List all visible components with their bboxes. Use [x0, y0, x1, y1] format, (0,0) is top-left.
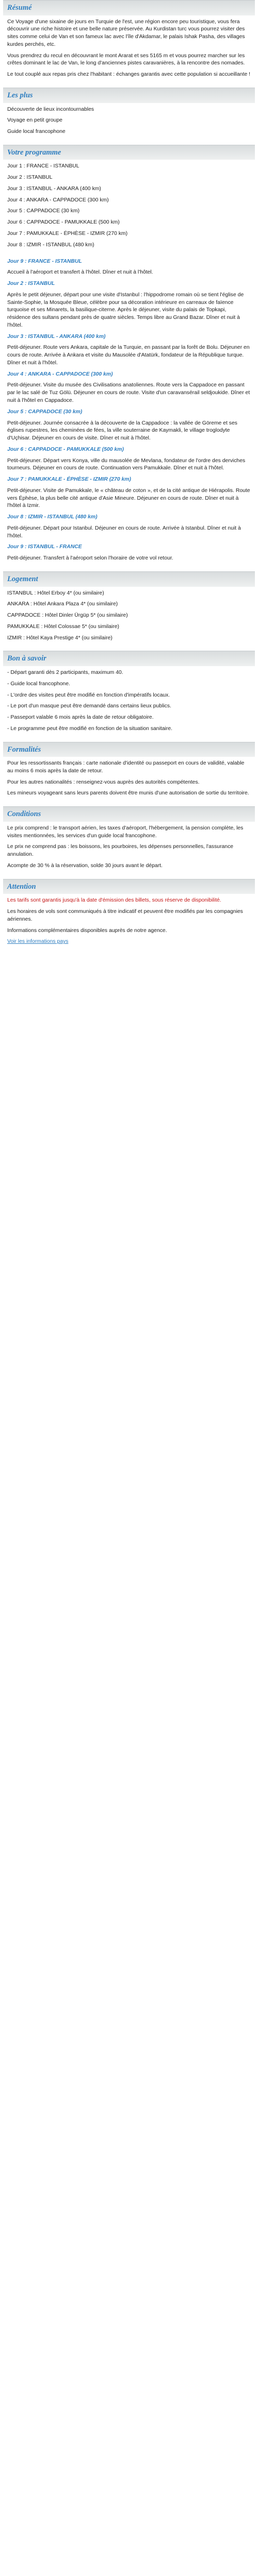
day-title: Jour 3 : ISTANBUL - ANKARA (400 km): [7, 333, 106, 340]
day-title: Jour 4 : ANKARA - CAPPADOCE (300 km): [7, 371, 113, 377]
programme-body: [0, 160, 258, 571]
programme-toc-item: Jour 3 : ISTANBUL - ANKARA (400 km): [7, 185, 101, 192]
day-title: Jour 5 : CAPPADOCE (30 km): [7, 409, 83, 415]
hotel-line: IZMIR : Hôtel Kaya Prestige 4* (ou similaire): [7, 635, 112, 641]
day-title: Jour 9 : ISTANBUL - FRANCE: [7, 544, 82, 550]
spacer: [7, 253, 251, 258]
programme-toc-item: Jour 7 : PAMUKKALE - ÉPHÈSE - IZMIR (270 km): [7, 230, 128, 236]
day-description: Petit-déjeuner. Départ pour Istanbul. Déjeuner en cours de route. Arrivée à Istanbul. Dîner et nuit à l'hôtel.: [7, 525, 241, 539]
day-description: Après le petit déjeuner, départ pour une visite d'Istanbul : l'hippodrome romain où se tient l'église de Sainte-Sophie, la Mosquée Bleue, célèbre pour sa décoration intérieure en carreaux de faïence turquoise et ses Minarets, la basilique-citerne. Après le déjeuner, visite du palais de Topkapi, résidence des sultans pendant près de quatre siècles. Temps libre au Grand Bazar. Dîner et nuit à l'hôtel.: [7, 292, 244, 328]
programme-toc-item: Jour 8 : IZMIR - ISTANBUL (480 km): [7, 242, 94, 248]
plan-item: Voyage en petit groupe: [7, 117, 62, 124]
conditions-paragraph: Acompte de 30 % à la réservation, solde 30 jours avant le départ.: [7, 862, 163, 869]
plan-item: Guide local francophone: [7, 129, 66, 135]
hotel-line: ISTANBUL : Hôtel Erboy 4* (ou similaire): [7, 590, 104, 596]
section-conditions: [0, 806, 258, 878]
resume-paragraph: Vous prendrez du recul en découvrant le mont Ararat et ses 5165 m et vous pourrez marcher sur les crêtes dominant le lac de Van, le long d'anciennes pistes caravanières, à la rencontre des nomades.: [7, 53, 245, 66]
info-line: - L'ordre des visites peut être modifié en fonction d'impératifs locaux.: [7, 692, 170, 698]
day-title: Jour 2 : ISTANBUL: [7, 281, 55, 287]
day-title: Jour 9 : FRANCE - ISTANBUL: [7, 258, 82, 264]
day-description: Accueil à l'aéroport et transfert à l'hôtel. Dîner et nuit à l'hôtel.: [7, 269, 153, 276]
section-formalites: [0, 742, 258, 807]
info-line: - Guide local francophone.: [7, 681, 70, 687]
day-description: Petit-déjeuner. Route vers Ankara, capitale de la Turquie, en passant par la forêt de Bolu. Déjeuner en cours de route. Arrivée à Ankara et visite du Mausolée d'Atatürk, fondateur de la République turque. Dîner et nuit à l'hôtel.: [7, 345, 250, 366]
day-description: Petit-déjeuner. Visite de Pamukkale, le « château de coton », et de la cité antique de Hiérapolis. Route vers Éphèse, la plus belle cité antique d'Asie Mineure. Déjeuner en cours de route. Dîner et nuit à l'hôtel à Izmir.: [7, 487, 250, 509]
attention-paragraph: Les tarifs sont garantis jusqu'à la date d'émission des billets, sous réserve de disponibilité.: [7, 897, 221, 904]
hotel-line: CAPPADOCE : Hôtel Dinler Ürgüp 5* (ou similaire): [7, 613, 128, 619]
conditions-paragraph: Le prix ne comprend pas : les boissons, les pourboires, les dépenses personnelles, l'assurance annulation.: [7, 844, 234, 858]
section-plan: [0, 88, 258, 145]
section-title: Formalités: [3, 742, 255, 757]
hotel-line: ANKARA : Hôtel Ankara Plaza 4* (ou similaire): [7, 601, 118, 607]
programme-toc-item: Jour 1 : FRANCE - ISTANBUL: [7, 163, 79, 170]
formalites-paragraph: Pour les ressortissants français : carte nationale d'identité ou passeport en cours de validité, valable au moins 6 mois après la date de retour.: [7, 760, 245, 774]
resume-paragraph: Le tout couplé aux repas pris chez l'habitant : échanges garantis avec cette population si accueillante !: [7, 72, 251, 78]
info-line: - Le port d'un masque peut être demandé dans certains lieux publics.: [7, 703, 171, 709]
programme-toc-item: Jour 4 : ANKARA - CAPPADOCE (300 km): [7, 197, 109, 203]
day-description: Petit-déjeuner. Visite du musée des Civilisations anatoliennes. Route vers la Cappadoce en passant par le lac salé de Tuz Gölü. Déjeuner en cours de route. Visite d'un caravansérail seldjoukide. Dîner et nuit à l'hôtel en Cappadoce.: [7, 382, 250, 403]
section-title: Logement: [3, 571, 255, 587]
programme-toc-item: Jour 6 : CAPPADOCE - PAMUKKALE (500 km): [7, 219, 120, 226]
trip-page: [0, 0, 258, 960]
section-title: Bon à savoir: [3, 651, 255, 666]
programme-toc-item: Jour 2 : ISTANBUL: [7, 175, 53, 181]
plan-item: Découverte de lieux incontournables: [7, 106, 94, 112]
attention-paragraph: Les horaires de vols sont communiqués à titre indicatif et peuvent être modifiés par les compagnies aériennes.: [7, 908, 243, 922]
formalites-paragraph: Pour les autres nationalités : renseignez-vous auprès des autorités compétentes.: [7, 779, 200, 785]
section-logement: [0, 571, 258, 651]
info-line: - Départ garanti dès 2 participants, maximum 40.: [7, 670, 123, 675]
day-description: Petit-déjeuner. Départ vers Konya, ville du mausolée de Mevlana, fondateur de l'ordre des derviches tourneurs. Déjeuner en cours de route. Continuation vers Pamukkale. Dîner et nuit à l'hôtel.: [7, 457, 246, 471]
resume-paragraph: Ce Voyage d'une sixaine de jours en Turquie de l'est, une région encore peu touristique, vous fera découvrir une riche histoire et une belle nature préservée. Au Kurdistan turc vous pourrez visiter des sites comme celui de Van et son fameux lac avec l'île d'Akdamar, le palais Ishak Pasha, des villages kurdes perchés, etc.: [7, 19, 245, 47]
section-bon-a-savoir: [0, 651, 258, 741]
section-resume: [0, 0, 258, 88]
section-title: Votre programme: [3, 145, 255, 160]
section-title: Attention: [3, 879, 255, 894]
section-title: Les plus: [3, 88, 255, 103]
formalites-paragraph: Les mineurs voyageant sans leurs parents doivent être munis d'une autorisation de sortie du territoire.: [7, 790, 249, 796]
day-description: Petit-déjeuner. Journée consacrée à la découverte de la Cappadoce : la vallée de Göreme et ses églises rupestres, les cheminées de fées, la ville souterraine de Kaymakli, le village troglodyte d'Uçhisar. Déjeuner en cours de visite. Dîner et nuit à l'hôtel.: [7, 420, 237, 442]
section-title: Résumé: [3, 0, 255, 15]
section-programme: [0, 145, 258, 571]
programme-toc-item: Jour 5 : CAPPADOCE (30 km): [7, 208, 80, 214]
day-description: Petit-déjeuner. Transfert à l'aéroport selon l'horaire de votre vol retour.: [7, 555, 173, 562]
hotel-line: PAMUKKALE : Hôtel Colossae 5* (ou similaire): [7, 623, 119, 630]
section-attention: [0, 879, 258, 955]
attention-paragraph: Informations complémentaires disponibles auprès de notre agence.: [7, 927, 167, 934]
info-line: - Le programme peut être modifié en fonction de la situation sanitaire.: [7, 725, 172, 732]
info-line: - Passeport valable 6 mois après la date de retour obligatoire.: [7, 715, 154, 721]
section-title: Conditions: [3, 806, 255, 822]
day-title: Jour 7 : PAMUKKALE - ÉPHÈSE - IZMIR (270 km): [7, 477, 131, 483]
conditions-paragraph: Le prix comprend : le transport aérien, les taxes d'aéroport, l'hébergement, la pension complète, les visites mentionnées, les services d'un guide local francophone.: [7, 825, 244, 839]
country-info-link[interactable]: Voir les informations pays: [7, 939, 69, 945]
day-title: Jour 8 : IZMIR - ISTANBUL (480 km): [7, 514, 98, 520]
day-title: Jour 6 : CAPPADOCE - PAMUKKALE (500 km): [7, 446, 124, 452]
